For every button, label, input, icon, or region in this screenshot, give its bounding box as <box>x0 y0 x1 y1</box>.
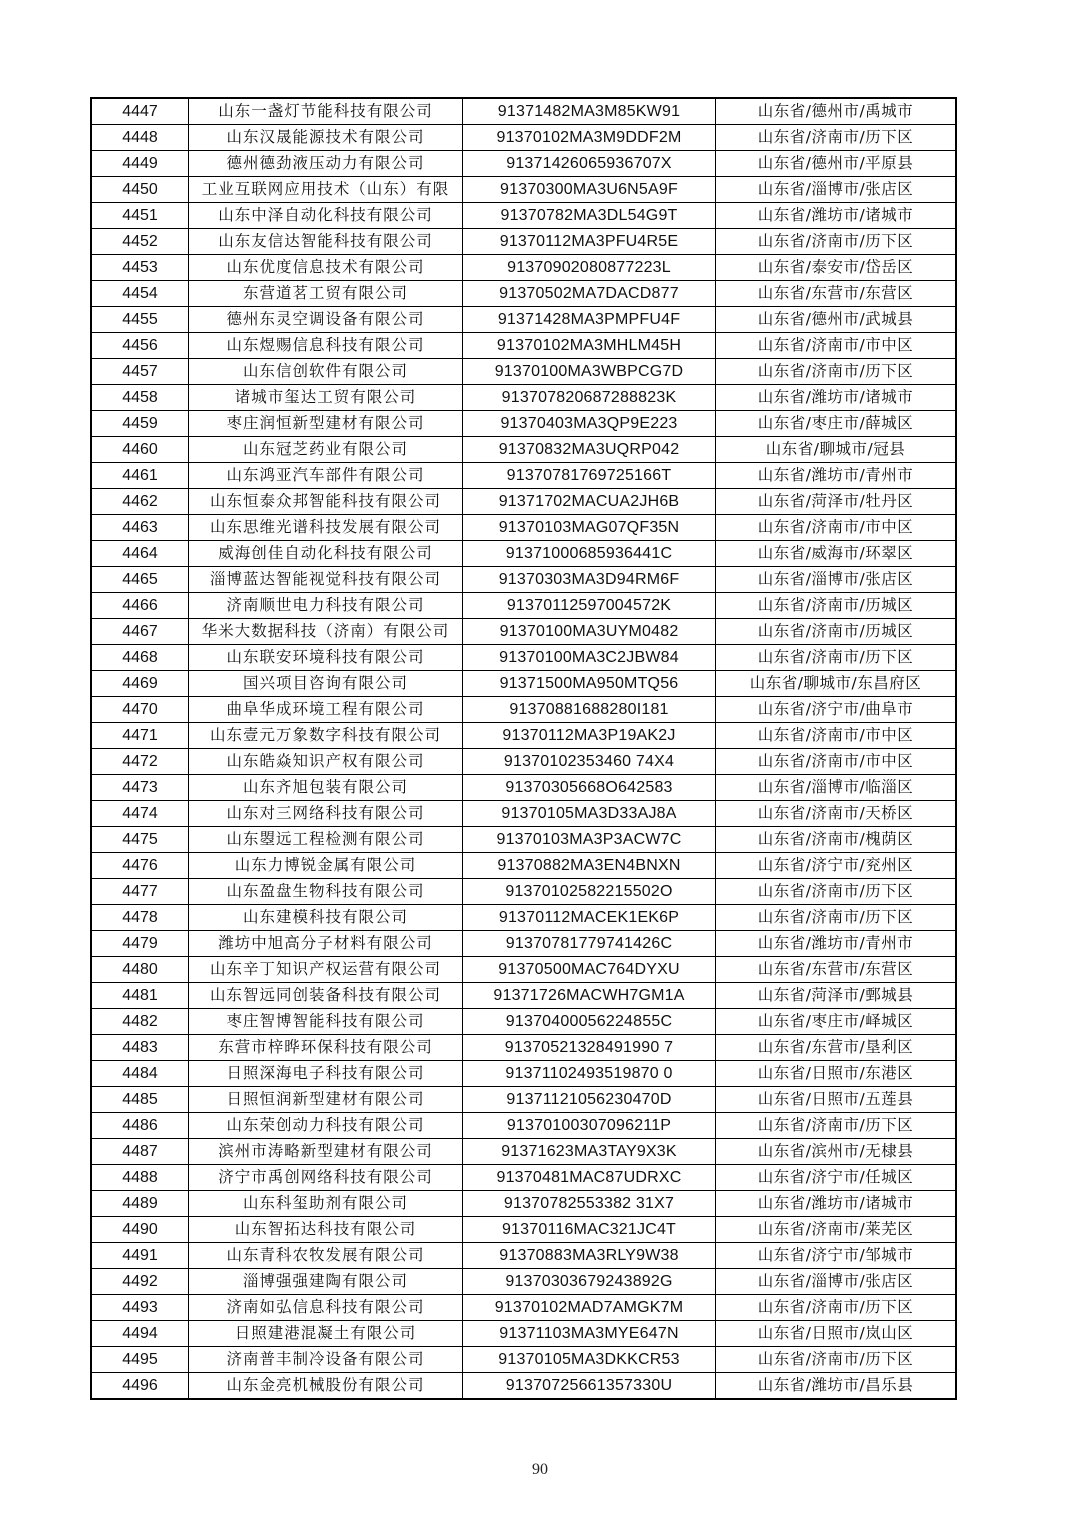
row-number-cell: 4480 <box>91 957 189 983</box>
row-number-cell: 4496 <box>91 1373 189 1400</box>
table-row <box>91 619 956 645</box>
credit-code-cell: 91370102MA3MHLM45H <box>463 333 716 359</box>
row-number-cell: 4481 <box>91 983 189 1009</box>
company-name-cell: 山东辛丁知识产权运营有限公司 <box>189 957 463 983</box>
company-name-cell: 东营市梓晔环保科技有限公司 <box>189 1035 463 1061</box>
company-name-cell: 山东荣创动力科技有限公司 <box>189 1113 463 1139</box>
table-row <box>91 957 956 983</box>
table-row <box>91 775 956 801</box>
credit-code-cell: 913707820687288823K <box>463 385 716 411</box>
company-name-cell: 山东智拓达科技有限公司 <box>189 1217 463 1243</box>
row-number-cell: 4472 <box>91 749 189 775</box>
table-row <box>91 1373 956 1400</box>
table-row <box>91 723 956 749</box>
table-row <box>91 1217 956 1243</box>
company-name-cell: 东营道茗工贸有限公司 <box>189 281 463 307</box>
table-row <box>91 879 956 905</box>
region-cell: 山东省/东营市/垦利区 <box>716 1035 957 1061</box>
table-row <box>91 203 956 229</box>
table-row <box>91 281 956 307</box>
credit-code-cell: 91370500MAC764DYXU <box>463 957 716 983</box>
row-number-cell: 4460 <box>91 437 189 463</box>
region-cell: 山东省/聊城市/冠县 <box>716 437 957 463</box>
region-cell: 山东省/聊城市/东昌府区 <box>716 671 957 697</box>
company-name-cell: 济宁市禹创网络科技有限公司 <box>189 1165 463 1191</box>
row-number-cell: 4487 <box>91 1139 189 1165</box>
table-row <box>91 905 956 931</box>
row-number-cell: 4470 <box>91 697 189 723</box>
region-cell: 山东省/淄博市/张店区 <box>716 1269 957 1295</box>
table-row <box>91 983 956 1009</box>
credit-code-cell: 91371121056230470D <box>463 1087 716 1113</box>
company-name-cell: 国兴项目咨询有限公司 <box>189 671 463 697</box>
table-row <box>91 437 956 463</box>
table-row <box>91 827 956 853</box>
credit-code-cell: 91370102582215502O <box>463 879 716 905</box>
company-name-cell: 山东一盏灯节能科技有限公司 <box>189 98 463 125</box>
region-cell: 山东省/济南市/历下区 <box>716 229 957 255</box>
table-row <box>91 1269 956 1295</box>
region-cell: 山东省/东营市/东营区 <box>716 957 957 983</box>
company-table <box>90 97 957 1400</box>
region-cell: 山东省/济宁市/兖州区 <box>716 853 957 879</box>
credit-code-cell: 91370100MA3WBPCG7D <box>463 359 716 385</box>
company-name-cell: 山东思维光谱科技发展有限公司 <box>189 515 463 541</box>
credit-code-cell: 91370782MA3DL54G9T <box>463 203 716 229</box>
row-number-cell: 4489 <box>91 1191 189 1217</box>
region-cell: 山东省/济南市/历下区 <box>716 1295 957 1321</box>
region-cell: 山东省/济南市/市中区 <box>716 749 957 775</box>
row-number-cell: 4493 <box>91 1295 189 1321</box>
credit-code-cell: 91370521328491990 7 <box>463 1035 716 1061</box>
credit-code-cell: 91371102493519870 0 <box>463 1061 716 1087</box>
credit-code-cell: 91370781769725166T <box>463 463 716 489</box>
row-number-cell: 4492 <box>91 1269 189 1295</box>
company-name-cell: 山东煜赐信息科技有限公司 <box>189 333 463 359</box>
table-row <box>91 1321 956 1347</box>
table-row <box>91 593 956 619</box>
table-row <box>91 853 956 879</box>
row-number-cell: 4448 <box>91 125 189 151</box>
region-cell: 山东省/潍坊市/昌乐县 <box>716 1373 957 1400</box>
company-name-cell: 山东中泽自动化科技有限公司 <box>189 203 463 229</box>
row-number-cell: 4459 <box>91 411 189 437</box>
company-name-cell: 济南如弘信息科技有限公司 <box>189 1295 463 1321</box>
row-number-cell: 4469 <box>91 671 189 697</box>
table-row <box>91 98 956 125</box>
company-name-cell: 滨州市涛略新型建材有限公司 <box>189 1139 463 1165</box>
company-name-cell: 山东建模科技有限公司 <box>189 905 463 931</box>
region-cell: 山东省/济宁市/邹城市 <box>716 1243 957 1269</box>
row-number-cell: 4466 <box>91 593 189 619</box>
table-body <box>91 98 956 1399</box>
region-cell: 山东省/济南市/历城区 <box>716 593 957 619</box>
row-number-cell: 4462 <box>91 489 189 515</box>
row-number-cell: 4457 <box>91 359 189 385</box>
company-name-cell: 山东青科农牧发展有限公司 <box>189 1243 463 1269</box>
credit-code-cell: 91370781779741426C <box>463 931 716 957</box>
table-row <box>91 255 956 281</box>
credit-code-cell: 91371500MA950MTQ56 <box>463 671 716 697</box>
credit-code-cell: 91370102353460 74X4 <box>463 749 716 775</box>
row-number-cell: 4484 <box>91 1061 189 1087</box>
credit-code-cell: 91371428MA3PMPFU4F <box>463 307 716 333</box>
company-name-cell: 山东恒泰众邦智能科技有限公司 <box>189 489 463 515</box>
region-cell: 山东省/滨州市/无棣县 <box>716 1139 957 1165</box>
row-number-cell: 4478 <box>91 905 189 931</box>
company-name-cell: 山东齐旭包装有限公司 <box>189 775 463 801</box>
table-row <box>91 1035 956 1061</box>
table-row <box>91 1113 956 1139</box>
row-number-cell: 4464 <box>91 541 189 567</box>
region-cell: 山东省/淄博市/张店区 <box>716 177 957 203</box>
table-row <box>91 359 956 385</box>
credit-code-cell: 91370112MA3P19AK2J <box>463 723 716 749</box>
row-number-cell: 4449 <box>91 151 189 177</box>
row-number-cell: 4458 <box>91 385 189 411</box>
company-name-cell: 诸城市玺达工贸有限公司 <box>189 385 463 411</box>
region-cell: 山东省/日照市/岚山区 <box>716 1321 957 1347</box>
company-name-cell: 山东鸿亚汽车部件有限公司 <box>189 463 463 489</box>
row-number-cell: 4471 <box>91 723 189 749</box>
row-number-cell: 4490 <box>91 1217 189 1243</box>
credit-code-cell: 91370303679243892G <box>463 1269 716 1295</box>
company-name-cell: 日照恒润新型建材有限公司 <box>189 1087 463 1113</box>
credit-code-cell: 91371702MACUA2JH6B <box>463 489 716 515</box>
company-name-cell: 日照深海电子科技有限公司 <box>189 1061 463 1087</box>
row-number-cell: 4475 <box>91 827 189 853</box>
table-row <box>91 567 956 593</box>
credit-code-cell: 91370100MA3UYM0482 <box>463 619 716 645</box>
row-number-cell: 4447 <box>91 98 189 125</box>
table-row <box>91 1243 956 1269</box>
region-cell: 山东省/威海市/环翠区 <box>716 541 957 567</box>
region-cell: 山东省/枣庄市/薛城区 <box>716 411 957 437</box>
table-row <box>91 307 956 333</box>
region-cell: 山东省/济南市/历下区 <box>716 905 957 931</box>
company-name-cell: 山东冠芝药业有限公司 <box>189 437 463 463</box>
company-name-cell: 日照建港混凝土有限公司 <box>189 1321 463 1347</box>
region-cell: 山东省/淄博市/临淄区 <box>716 775 957 801</box>
table-row <box>91 1009 956 1035</box>
row-number-cell: 4454 <box>91 281 189 307</box>
company-name-cell: 山东盈盘生物科技有限公司 <box>189 879 463 905</box>
company-name-cell: 淄博强强建陶有限公司 <box>189 1269 463 1295</box>
table-row <box>91 1165 956 1191</box>
company-name-cell: 山东科玺助剂有限公司 <box>189 1191 463 1217</box>
row-number-cell: 4456 <box>91 333 189 359</box>
table-row <box>91 671 956 697</box>
row-number-cell: 4476 <box>91 853 189 879</box>
credit-code-cell: 91370305668O642583 <box>463 775 716 801</box>
credit-code-cell: 91370112MA3PFU4R5E <box>463 229 716 255</box>
region-cell: 山东省/德州市/禹城市 <box>716 98 957 125</box>
credit-code-cell: 91370832MA3UQRP042 <box>463 437 716 463</box>
row-number-cell: 4483 <box>91 1035 189 1061</box>
company-name-cell: 山东皓焱知识产权有限公司 <box>189 749 463 775</box>
company-name-cell: 潍坊中旭高分子材料有限公司 <box>189 931 463 957</box>
row-number-cell: 4473 <box>91 775 189 801</box>
credit-code-cell: 91370100307096211P <box>463 1113 716 1139</box>
row-number-cell: 4485 <box>91 1087 189 1113</box>
row-number-cell: 4452 <box>91 229 189 255</box>
table-row <box>91 1087 956 1113</box>
credit-code-cell: 91370116MAC321JC4T <box>463 1217 716 1243</box>
credit-code-cell: 91371103MA3MYE647N <box>463 1321 716 1347</box>
company-name-cell: 山东信创软件有限公司 <box>189 359 463 385</box>
region-cell: 山东省/济南市/市中区 <box>716 723 957 749</box>
row-number-cell: 4495 <box>91 1347 189 1373</box>
table-row <box>91 645 956 671</box>
table-row <box>91 333 956 359</box>
credit-code-cell: 91370105MA3DKKCR53 <box>463 1347 716 1373</box>
region-cell: 山东省/济南市/槐荫区 <box>716 827 957 853</box>
credit-code-cell: 91370100MA3C2JBW84 <box>463 645 716 671</box>
region-cell: 山东省/济南市/历下区 <box>716 645 957 671</box>
table-row <box>91 931 956 957</box>
company-name-cell: 山东壹元万象数字科技有限公司 <box>189 723 463 749</box>
company-name-cell: 淄博蓝达智能视觉科技有限公司 <box>189 567 463 593</box>
table-row <box>91 151 956 177</box>
table-row <box>91 385 956 411</box>
company-name-cell: 山东力博锐金属有限公司 <box>189 853 463 879</box>
company-name-cell: 济南顺世电力科技有限公司 <box>189 593 463 619</box>
region-cell: 山东省/德州市/武城县 <box>716 307 957 333</box>
region-cell: 山东省/济南市/历下区 <box>716 1347 957 1373</box>
region-cell: 山东省/潍坊市/青州市 <box>716 931 957 957</box>
row-number-cell: 4450 <box>91 177 189 203</box>
table-row <box>91 177 956 203</box>
table-row <box>91 541 956 567</box>
region-cell: 山东省/济南市/历下区 <box>716 1113 957 1139</box>
credit-code-cell: 91371000685936441C <box>463 541 716 567</box>
row-number-cell: 4468 <box>91 645 189 671</box>
company-name-cell: 山东友信达智能科技有限公司 <box>189 229 463 255</box>
row-number-cell: 4488 <box>91 1165 189 1191</box>
region-cell: 山东省/日照市/五莲县 <box>716 1087 957 1113</box>
table-row <box>91 1191 956 1217</box>
credit-code-cell: 91370103MA3P3ACW7C <box>463 827 716 853</box>
company-name-cell: 枣庄润恒新型建材有限公司 <box>189 411 463 437</box>
credit-code-cell: 91370303MA3D94RM6F <box>463 567 716 593</box>
table-row <box>91 463 956 489</box>
table-row <box>91 1347 956 1373</box>
region-cell: 山东省/枣庄市/峄城区 <box>716 1009 957 1035</box>
row-number-cell: 4451 <box>91 203 189 229</box>
company-name-cell: 德州东灵空调设备有限公司 <box>189 307 463 333</box>
credit-code-cell: 91371482MA3M85KW91 <box>463 98 716 125</box>
row-number-cell: 4465 <box>91 567 189 593</box>
row-number-cell: 4453 <box>91 255 189 281</box>
company-name-cell: 山东智远同创装备科技有限公司 <box>189 983 463 1009</box>
region-cell: 山东省/济宁市/任城区 <box>716 1165 957 1191</box>
region-cell: 山东省/德州市/平原县 <box>716 151 957 177</box>
region-cell: 山东省/菏泽市/牡丹区 <box>716 489 957 515</box>
region-cell: 山东省/济南市/莱芜区 <box>716 1217 957 1243</box>
credit-code-cell: 91370105MA3D33AJ8A <box>463 801 716 827</box>
row-number-cell: 4494 <box>91 1321 189 1347</box>
credit-code-cell: 91371726MACWH7GM1A <box>463 983 716 1009</box>
company-name-cell: 山东优度信息技术有限公司 <box>189 255 463 281</box>
row-number-cell: 4463 <box>91 515 189 541</box>
credit-code-cell: 91370725661357330U <box>463 1373 716 1400</box>
credit-code-cell: 91370403MA3QP9E223 <box>463 411 716 437</box>
row-number-cell: 4479 <box>91 931 189 957</box>
row-number-cell: 4455 <box>91 307 189 333</box>
company-name-cell: 济南普丰制冷设备有限公司 <box>189 1347 463 1373</box>
table-row <box>91 801 956 827</box>
credit-code-cell: 91370400056224855C <box>463 1009 716 1035</box>
row-number-cell: 4461 <box>91 463 189 489</box>
region-cell: 山东省/泰安市/岱岳区 <box>716 255 957 281</box>
region-cell: 山东省/济南市/历下区 <box>716 879 957 905</box>
credit-code-cell: 91370103MAG07QF35N <box>463 515 716 541</box>
credit-code-cell: 91370102MAD7AMGK7M <box>463 1295 716 1321</box>
table-row <box>91 229 956 255</box>
table-row <box>91 1295 956 1321</box>
credit-code-cell: 91370882MA3EN4BNXN <box>463 853 716 879</box>
table-row <box>91 749 956 775</box>
credit-code-cell: 91370502MA7DACD877 <box>463 281 716 307</box>
company-name-cell: 工业互联网应用技术（山东）有限 <box>189 177 463 203</box>
credit-code-cell: 91371426065936707X <box>463 151 716 177</box>
table-row <box>91 489 956 515</box>
region-cell: 山东省/潍坊市/诸城市 <box>716 385 957 411</box>
table-row <box>91 1139 956 1165</box>
credit-code-cell: 91370881688280I181 <box>463 697 716 723</box>
credit-code-cell: 91370112597004572K <box>463 593 716 619</box>
table-row <box>91 1061 956 1087</box>
region-cell: 山东省/潍坊市/诸城市 <box>716 203 957 229</box>
company-name-cell: 山东金亮机械股份有限公司 <box>189 1373 463 1400</box>
region-cell: 山东省/济南市/历下区 <box>716 359 957 385</box>
table-row <box>91 697 956 723</box>
credit-code-cell: 91370300MA3U6N5A9F <box>463 177 716 203</box>
region-cell: 山东省/菏泽市/鄄城县 <box>716 983 957 1009</box>
credit-code-cell: 91370902080877223L <box>463 255 716 281</box>
company-name-cell: 山东曌远工程检测有限公司 <box>189 827 463 853</box>
company-name-cell: 枣庄智博智能科技有限公司 <box>189 1009 463 1035</box>
region-cell: 山东省/济南市/市中区 <box>716 515 957 541</box>
region-cell: 山东省/济南市/天桥区 <box>716 801 957 827</box>
table-row <box>91 125 956 151</box>
company-name-cell: 华米大数据科技（济南）有限公司 <box>189 619 463 645</box>
company-name-cell: 山东汉晟能源技术有限公司 <box>189 125 463 151</box>
region-cell: 山东省/济宁市/曲阜市 <box>716 697 957 723</box>
credit-code-cell: 91370102MA3M9DDF2M <box>463 125 716 151</box>
company-name-cell: 山东联安环境科技有限公司 <box>189 645 463 671</box>
company-name-cell: 威海创佳自动化科技有限公司 <box>189 541 463 567</box>
credit-code-cell: 91370782553382 31X7 <box>463 1191 716 1217</box>
row-number-cell: 4491 <box>91 1243 189 1269</box>
company-name-cell: 德州德劲液压动力有限公司 <box>189 151 463 177</box>
page-number: 90 <box>532 1461 548 1478</box>
company-name-cell: 山东对三网络科技有限公司 <box>189 801 463 827</box>
region-cell: 山东省/东营市/东营区 <box>716 281 957 307</box>
region-cell: 山东省/淄博市/张店区 <box>716 567 957 593</box>
credit-code-cell: 91370112MACEK1EK6P <box>463 905 716 931</box>
credit-code-cell: 91370481MAC87UDRXC <box>463 1165 716 1191</box>
region-cell: 山东省/济南市/市中区 <box>716 333 957 359</box>
credit-code-cell: 91370883MA3RLY9W38 <box>463 1243 716 1269</box>
region-cell: 山东省/日照市/东港区 <box>716 1061 957 1087</box>
region-cell: 山东省/潍坊市/青州市 <box>716 463 957 489</box>
row-number-cell: 4474 <box>91 801 189 827</box>
credit-code-cell: 91371623MA3TAY9X3K <box>463 1139 716 1165</box>
row-number-cell: 4486 <box>91 1113 189 1139</box>
table-row <box>91 515 956 541</box>
region-cell: 山东省/济南市/历下区 <box>716 125 957 151</box>
row-number-cell: 4482 <box>91 1009 189 1035</box>
row-number-cell: 4467 <box>91 619 189 645</box>
region-cell: 山东省/济南市/历城区 <box>716 619 957 645</box>
company-name-cell: 曲阜华成环境工程有限公司 <box>189 697 463 723</box>
table-row <box>91 411 956 437</box>
region-cell: 山东省/潍坊市/诸城市 <box>716 1191 957 1217</box>
row-number-cell: 4477 <box>91 879 189 905</box>
